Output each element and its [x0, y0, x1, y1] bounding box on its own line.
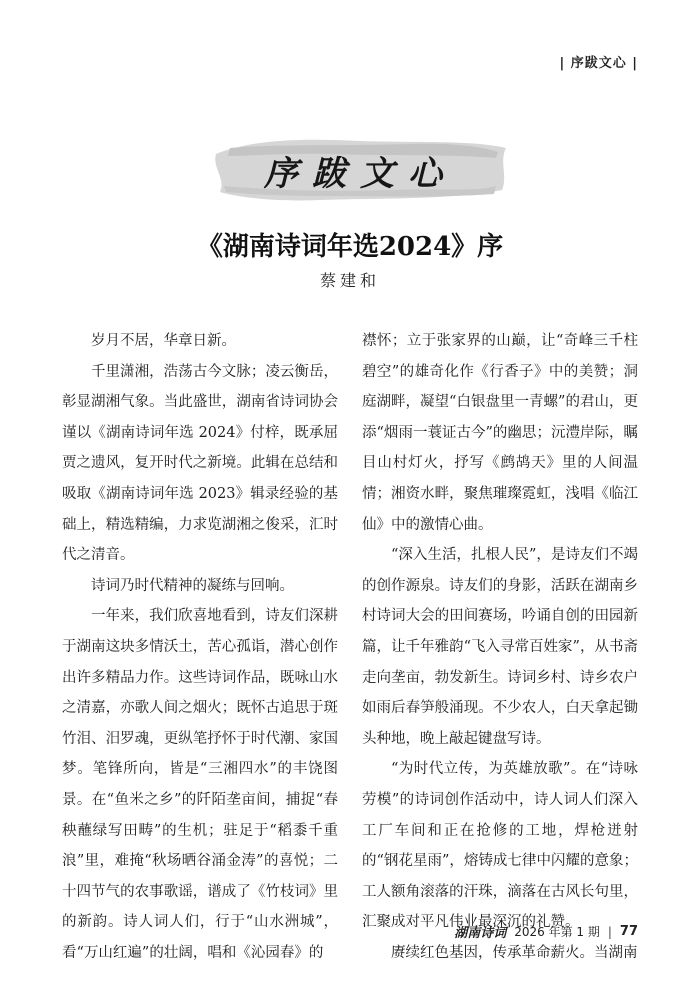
section-tag: | 序跋文心 |	[559, 56, 638, 71]
paragraph: “深入生活，扎根人民”，是诗友们不竭的创作源泉。诗友们的身影，活跃在湖南乡村诗词大会的田间赛场，吟诵自创的田园新篇，让千年雅韵“飞入寻常百姓家”，从书斋走向垄亩，勃发新生。诗词乡村、诗乡农户如雨后春笋般涌现。不少农人，白天拿起锄头种地，晚上敲起键盘写诗。	[362, 547, 638, 747]
paragraph: 一年来，我们欣喜地看到，诗友们深耕于湖南这块多情沃土，苦心孤诣，潜心创作出许多精品力作。这些诗词作品，既咏山水之清嘉，亦歌人间之烟火；既怀古追思于斑竹泪、汨罗魂，更纵笔抒怀于时代潮、家国梦。笔锋所向，皆是“三湘四水”的丰饶图景。在“鱼米之乡”的阡陌垄亩间，捕捉“春秧蘸绿写田畴”的生机；驻足于“稻黍千重浪”里，难掩“秋场晒谷涌金涛”的喜悦；二十四节气的农事歌谣，谱成了《竹枝词》里的新韵。诗人词人们，行于“山水洲城”，看“万山红遍”的壮阔，唱和《沁园春》的	[62, 608, 338, 961]
issue-label: 2026 年第 1 期	[514, 925, 600, 939]
paragraph: 诗词乃时代精神的凝练与回响。	[91, 577, 294, 594]
magazine-name: 湖南诗词	[454, 926, 507, 941]
article-body	[62, 326, 638, 961]
banner-title: 序跋文心	[264, 153, 456, 194]
page-number: 77	[619, 924, 638, 939]
paragraph: 千里潇湘，浩荡古今文脉；凌云衡岳，彰显湖湘气象。当此盛世，湖南省诗词协会谨以《湖南诗词年选 2024》付梓，既承屈贾之遗风，复开时代之新境。此辑在总结和吸取《湖南诗词年选 2023》辑录经验的基础上，精选精编，力求览湖湘之俊采，汇时代之清音。	[62, 363, 338, 564]
paragraph-continued: 襟怀；立于张家界的山巅，让“奇峰三千柱碧空”的雄奇化作《行香子》中的美赞；洞庭湖畔，凝望“白银盘里一青螺”的君山，更添“烟雨一蓑证古今”的幽思；沅澧岸际，瞩目山村灯火，抒写《鹧鸪天》里的人间温情；湘资水畔，聚焦璀璨霓虹，浅唱《临江仙》中的激情心曲。	[362, 333, 638, 533]
paragraph: “为时代立传，为英雄放歌”。在“诗咏劳模”的诗词创作活动中，诗人词人们深入工厂车间和正在抢修的工地，焊枪迸射的“钢花星雨”，熔铸成七律中闪耀的意象；工人额角滚落的汗珠，滴落在古风长句里，汇聚成对平凡伟业最深沉的礼赞。	[362, 761, 638, 931]
article-title: 《湖南诗词年选2024》序	[196, 232, 504, 262]
left-column	[62, 326, 338, 961]
page-footer	[454, 922, 638, 941]
article-author: 蔡建和	[319, 271, 380, 290]
paragraph: 岁月不居，华章日新。	[91, 333, 236, 349]
right-column	[362, 326, 638, 961]
footer-separator: |	[607, 924, 612, 939]
section-banner	[210, 132, 510, 208]
paragraph: 赓续红色基因，传承革命薪火。当湖南	[391, 944, 638, 961]
